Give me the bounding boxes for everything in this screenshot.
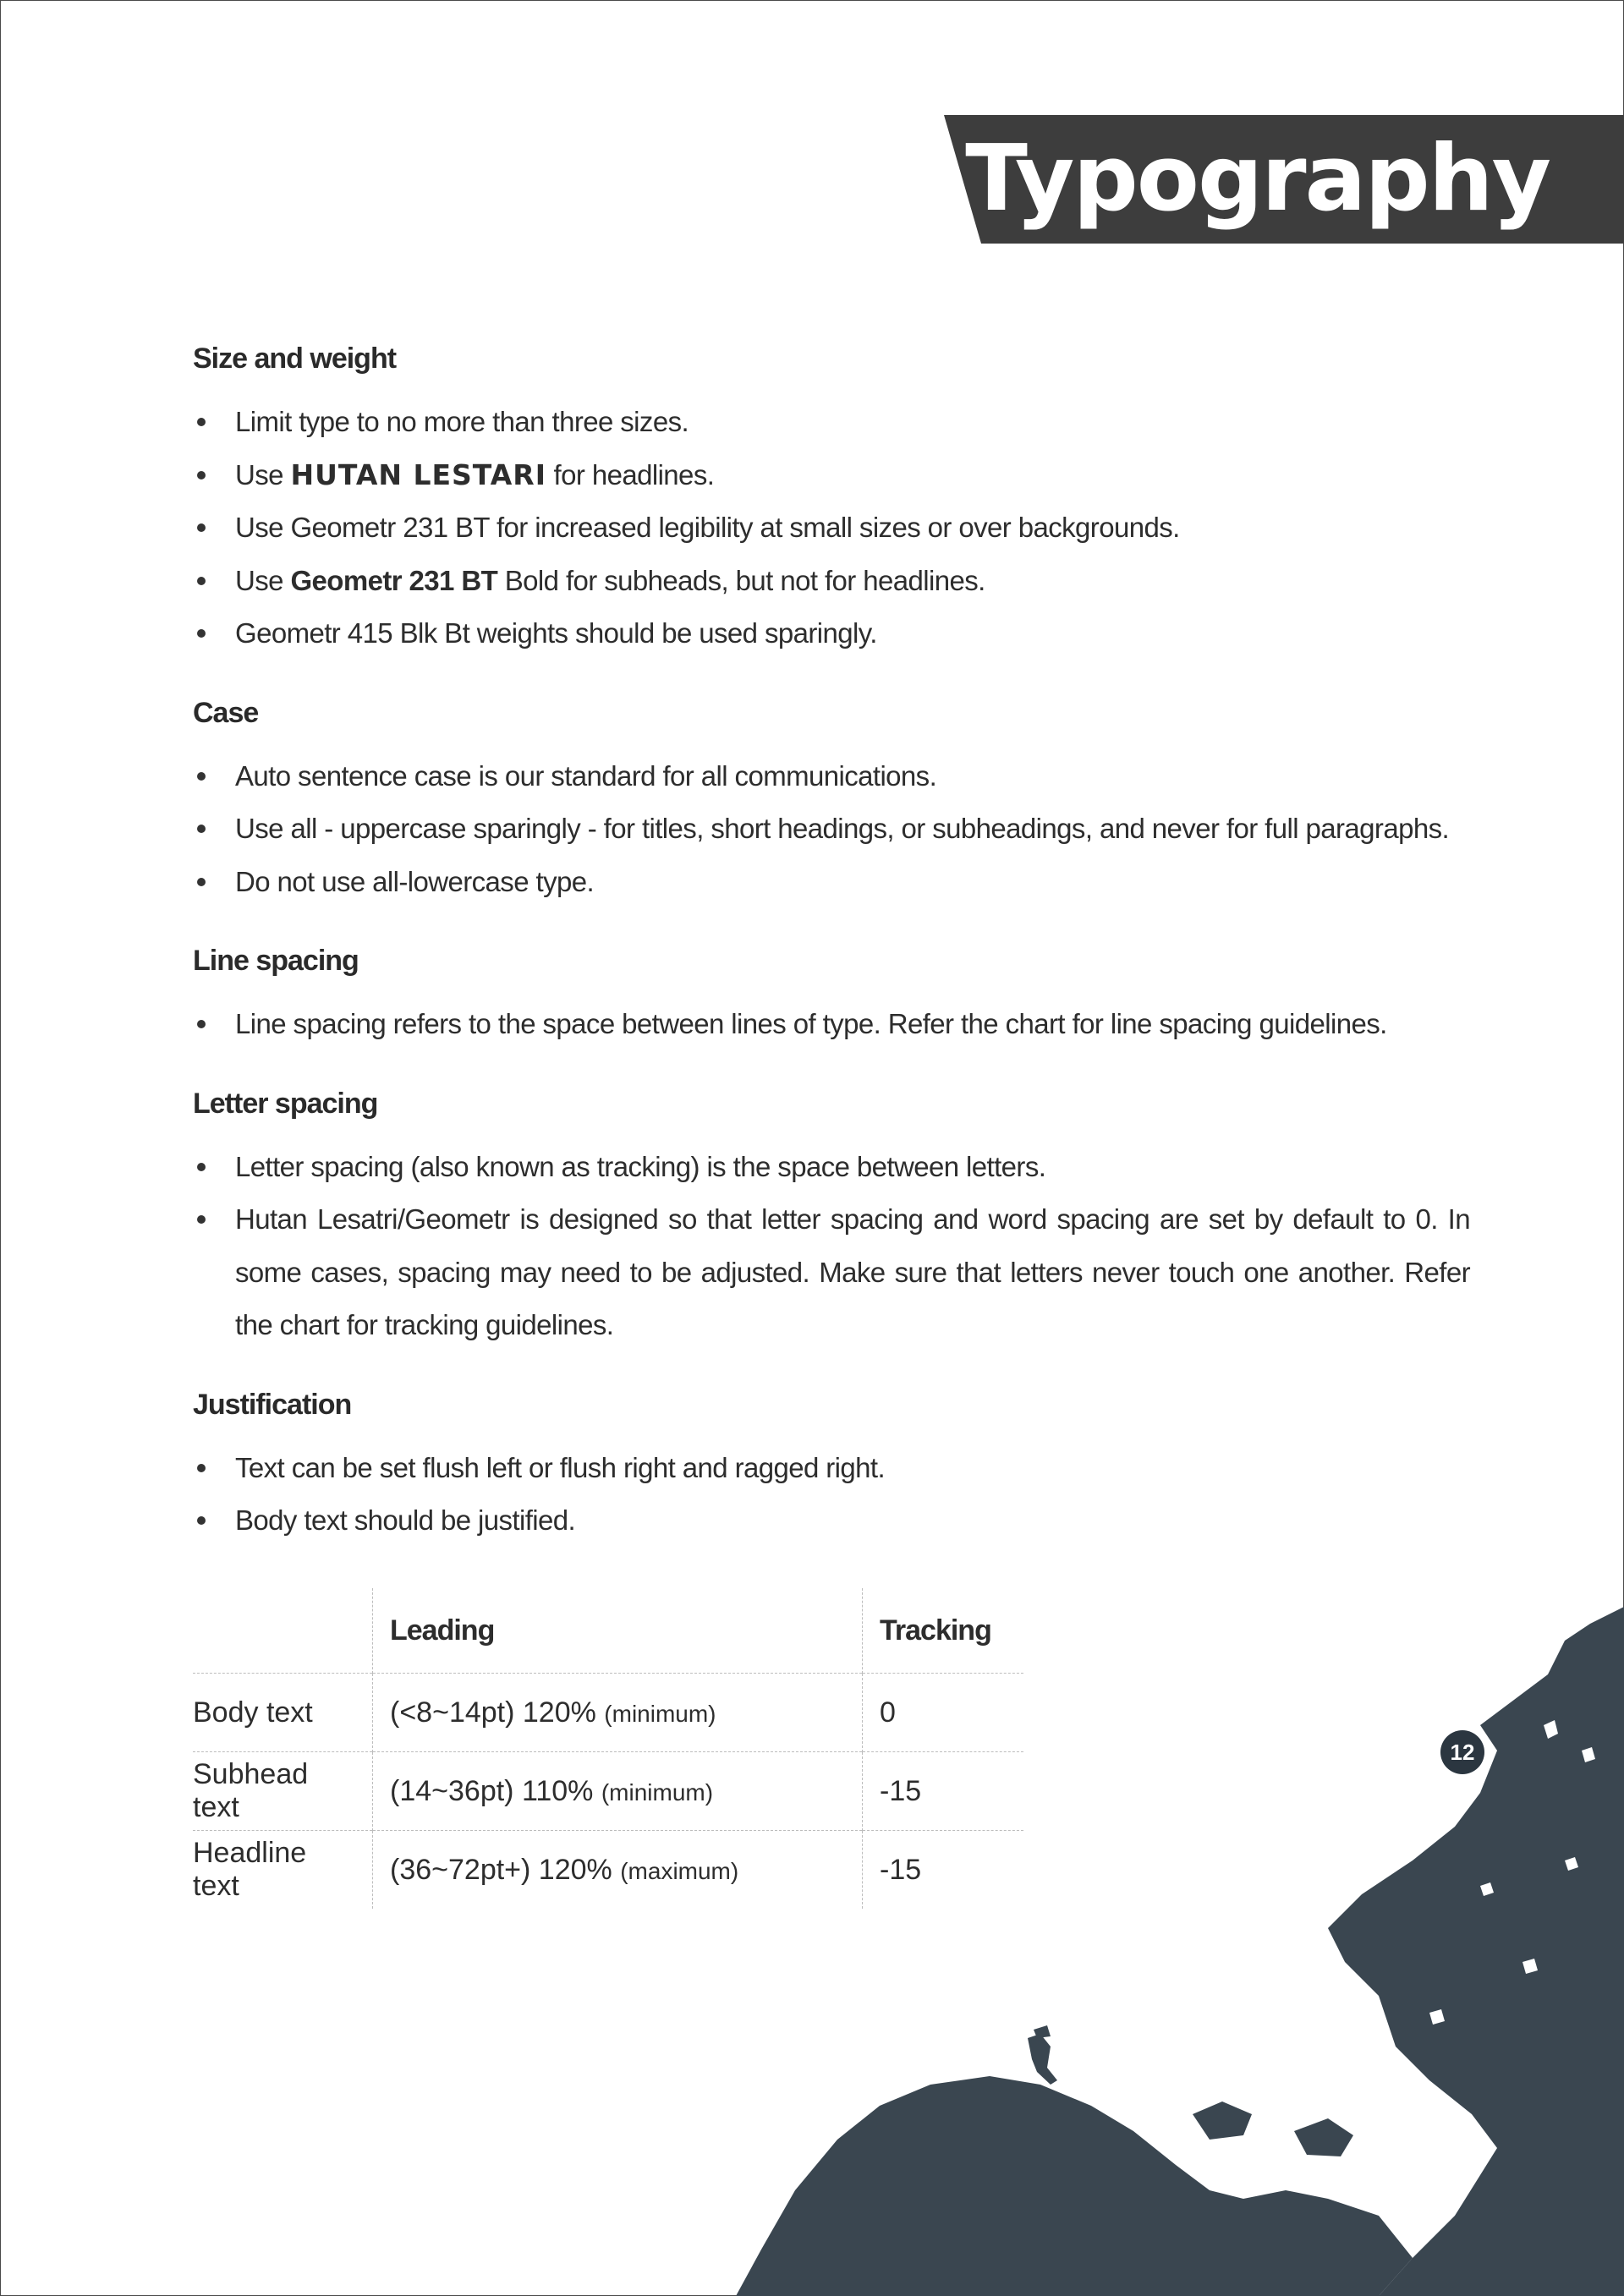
section-heading: Letter spacing — [193, 1087, 378, 1120]
bullet-list — [193, 1442, 1470, 1548]
list-item — [193, 555, 1470, 608]
tracking-cell: 0 — [863, 1674, 1024, 1752]
page-number-badge: 12 — [1440, 1730, 1484, 1774]
list-item — [193, 396, 1470, 449]
table-header-cell: Tracking — [880, 1614, 991, 1647]
page-title: Typography — [965, 126, 1550, 232]
table-header-cell: Leading — [373, 1588, 863, 1674]
item-text: Geometr 415 Blk Bt weights should be used sparingly. — [235, 617, 877, 649]
list-item: Text can be set flush left or flush right and ragged right. — [193, 1442, 1470, 1495]
leading-note: (minimum) — [601, 1778, 714, 1806]
bullet-list — [193, 1141, 1470, 1352]
decorative-map-silhouette — [736, 1607, 1624, 2296]
list-item: Body text should be justified. — [193, 1494, 1470, 1548]
list-item: Letter spacing (also known as tracking) is the space between letters. — [193, 1141, 1470, 1194]
row-label: Subhead text — [193, 1752, 373, 1831]
leading-value: (36~72pt+) 120% — [390, 1853, 612, 1886]
item-text: Bold for subheads, but not for headlines. — [497, 564, 985, 596]
list-item — [193, 449, 1470, 502]
list-item: Auto sentence case is our standard for all communications. — [193, 750, 1470, 803]
section-letter-spacing — [193, 1082, 1470, 1352]
item-text: Use — [235, 458, 291, 490]
leading-note: (minimum) — [604, 1700, 716, 1727]
section-line-spacing — [193, 939, 1470, 1051]
font-name-highlight: Geometr 231 BT — [290, 564, 498, 596]
main-content — [193, 337, 1470, 1578]
item-text: Use — [235, 564, 291, 596]
section-heading: Line spacing — [193, 945, 359, 977]
bullet-list — [193, 750, 1470, 909]
table-header-cell — [193, 1588, 373, 1674]
row-label: Headline text — [193, 1831, 373, 1910]
bullet-list — [193, 998, 1470, 1051]
item-text: Limit type to no more than three sizes. — [235, 406, 689, 437]
bullet-list — [193, 396, 1470, 660]
list-item: Line spacing refers to the space between lines of type. Refer the chart for line spacing guidelines. — [193, 998, 1470, 1051]
tracking-cell: -15 — [863, 1831, 1024, 1910]
row-label: Body text — [193, 1674, 373, 1752]
leading-value: (<8~14pt) 120% — [390, 1696, 596, 1729]
section-heading: Justification — [193, 1388, 352, 1421]
font-name-highlight: HUTAN LESTARI — [290, 458, 546, 491]
section-case — [193, 691, 1470, 909]
tracking-cell: -15 — [863, 1752, 1024, 1831]
list-item: Do not use all-lowercase type. — [193, 856, 1470, 909]
item-text: for headlines. — [546, 458, 715, 490]
section-size-and-weight — [193, 337, 1470, 660]
section-heading: Case — [193, 696, 259, 729]
item-text: Use Geometr 231 BT for increased legibility at small sizes or over backgrounds. — [235, 512, 1180, 543]
list-item — [193, 607, 1470, 660]
leading-note: (maximum) — [620, 1857, 739, 1884]
section-heading: Size and weight — [193, 342, 397, 375]
leading-value: (14~36pt) 110% — [390, 1774, 594, 1807]
list-item: Use all - uppercase sparingly - for titles, short headings, or subheadings, and never for full paragraphs. — [193, 803, 1470, 856]
section-justification — [193, 1383, 1470, 1548]
list-item: Hutan Lesatri/Geometr is designed so that letter spacing and word spacing are set by default to 0. In some cases, spacing may need to be adjusted. Make sure that letters never touch one another. Refer the chart for tracking guidelines. — [193, 1193, 1470, 1352]
list-item — [193, 501, 1470, 555]
